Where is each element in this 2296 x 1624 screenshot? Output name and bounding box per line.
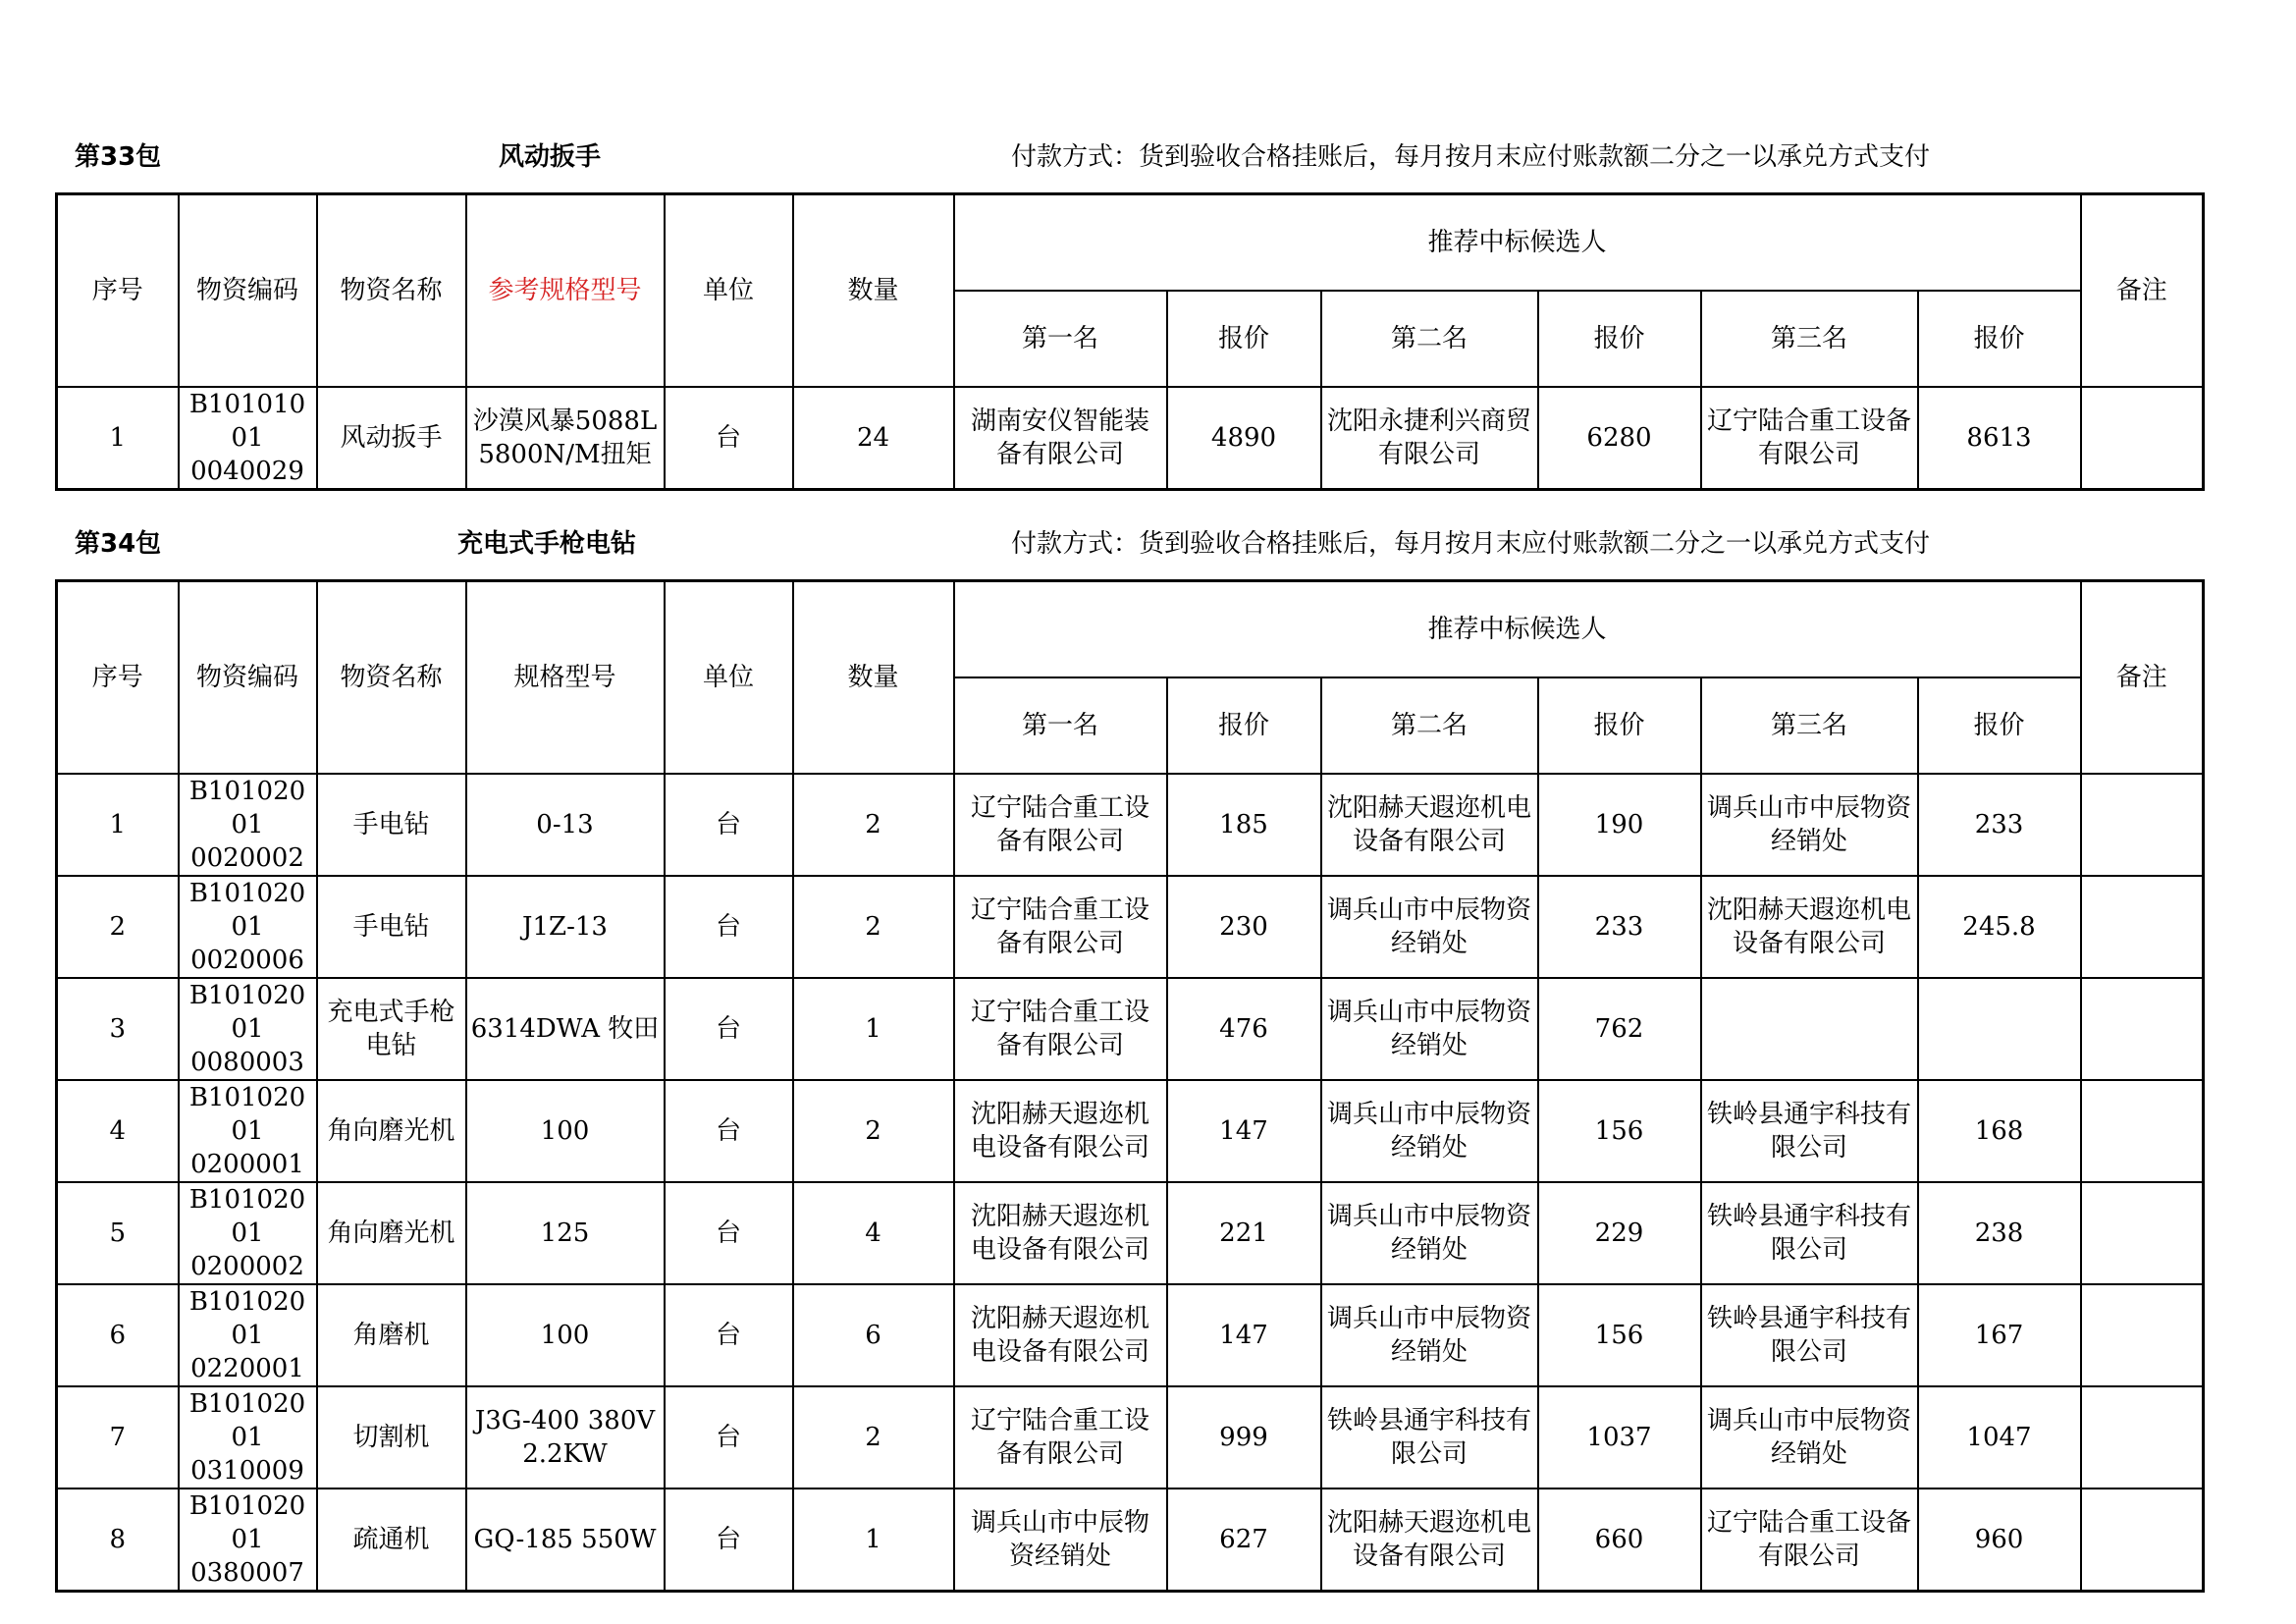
row-price3: 245.8 [1918, 876, 2081, 978]
row-third: 沈阳赫天遐迩机电设备有限公司 [1701, 876, 1918, 978]
row-qty: 2 [793, 1386, 954, 1489]
table-row [57, 1386, 2204, 1489]
row-second: 沈阳永捷利兴商贸有限公司 [1321, 387, 1538, 490]
row-name: 充电式手枪电钻 [317, 978, 466, 1080]
row-spec: GQ-185 550W [466, 1489, 665, 1592]
row-unit: 台 [665, 876, 793, 978]
row-name: 切割机 [317, 1386, 466, 1489]
row-third: 辽宁陆合重工设备有限公司 [1701, 1489, 1918, 1592]
row-price1: 147 [1167, 1080, 1321, 1182]
row-name: 手电钻 [317, 876, 466, 978]
payment-terms: 付款方式：货到验收合格挂账后，每月按月末应付账款额二分之一以承兑方式支付 [1011, 142, 1931, 172]
row-unit: 台 [665, 1386, 793, 1489]
row-third: 铁岭县通宇科技有限公司 [1701, 1284, 1918, 1386]
package-title: 充电式手枪电钻 [457, 529, 637, 559]
row-name: 角向磨光机 [317, 1080, 466, 1182]
header-qty: 数量 [793, 581, 954, 774]
header-code: 物资编码 [179, 194, 317, 387]
row-price2: 762 [1538, 978, 1701, 1080]
row-name: 疏通机 [317, 1489, 466, 1592]
row-seq: 2 [57, 876, 179, 978]
row-qty: 4 [793, 1182, 954, 1284]
row-spec: 125 [466, 1182, 665, 1284]
row-price2: 6280 [1538, 387, 1701, 490]
row-second: 调兵山市中辰物资经销处 [1321, 1284, 1538, 1386]
table-row [57, 387, 2204, 490]
row-first: 辽宁陆合重工设备有限公司 [954, 876, 1167, 978]
header-name: 物资名称 [317, 581, 466, 774]
row-spec: J1Z-13 [466, 876, 665, 978]
payment-terms: 付款方式：货到验收合格挂账后，每月按月末应付账款额二分之一以承兑方式支付 [1011, 529, 1931, 559]
header-price2: 报价 [1538, 677, 1701, 774]
row-second: 沈阳赫天遐迩机电设备有限公司 [1321, 1489, 1538, 1592]
row-price3: 960 [1918, 1489, 2081, 1592]
row-third [1701, 978, 1918, 1080]
header-seq: 序号 [57, 581, 179, 774]
row-third: 调兵山市中辰物资经销处 [1701, 1386, 1918, 1489]
row-second: 调兵山市中辰物资经销处 [1321, 1080, 1538, 1182]
row-unit: 台 [665, 978, 793, 1080]
package-number: 第34包 [75, 529, 162, 559]
header-second: 第二名 [1321, 677, 1538, 774]
row-spec: 6314DWA 牧田 [466, 978, 665, 1080]
row-code: B10102001 0200001 [179, 1080, 317, 1182]
row-remark [2081, 1489, 2204, 1592]
row-first: 调兵山市中辰物资经销处 [954, 1489, 1167, 1592]
row-seq: 4 [57, 1080, 179, 1182]
row-remark [2081, 1284, 2204, 1386]
row-price2: 229 [1538, 1182, 1701, 1284]
header-name: 物资名称 [317, 194, 466, 387]
header-third: 第三名 [1701, 291, 1918, 387]
row-remark [2081, 978, 2204, 1080]
row-price2: 156 [1538, 1284, 1701, 1386]
row-price1: 221 [1167, 1182, 1321, 1284]
row-qty: 6 [793, 1284, 954, 1386]
row-price1: 999 [1167, 1386, 1321, 1489]
row-code: B10102001 0020002 [179, 774, 317, 876]
row-spec: J3G-400 380V 2.2KW [466, 1386, 665, 1489]
row-remark [2081, 876, 2204, 978]
package-number: 第33包 [75, 142, 162, 172]
row-first: 沈阳赫天遐迩机电设备有限公司 [954, 1284, 1167, 1386]
header-third: 第三名 [1701, 677, 1918, 774]
row-price1: 147 [1167, 1284, 1321, 1386]
row-second: 调兵山市中辰物资经销处 [1321, 978, 1538, 1080]
header-first: 第一名 [954, 291, 1167, 387]
row-price2: 233 [1538, 876, 1701, 978]
header-code: 物资编码 [179, 581, 317, 774]
row-unit: 台 [665, 774, 793, 876]
row-seq: 6 [57, 1284, 179, 1386]
row-qty: 2 [793, 774, 954, 876]
row-seq: 7 [57, 1386, 179, 1489]
row-code: B10102001 0310009 [179, 1386, 317, 1489]
header-qty: 数量 [793, 194, 954, 387]
header-remark: 备注 [2081, 581, 2204, 774]
row-second: 调兵山市中辰物资经销处 [1321, 1182, 1538, 1284]
row-price1: 627 [1167, 1489, 1321, 1592]
row-price3: 233 [1918, 774, 2081, 876]
row-price1: 185 [1167, 774, 1321, 876]
table-row [57, 1489, 2204, 1592]
row-first: 湖南安仪智能装备有限公司 [954, 387, 1167, 490]
row-price1: 230 [1167, 876, 1321, 978]
row-third: 调兵山市中辰物资经销处 [1701, 774, 1918, 876]
row-seq: 3 [57, 978, 179, 1080]
row-spec: 0-13 [466, 774, 665, 876]
header-first: 第一名 [954, 677, 1167, 774]
row-spec: 100 [466, 1080, 665, 1182]
package-34-table [55, 579, 2205, 1593]
row-remark [2081, 1386, 2204, 1489]
row-code: B10102001 0020006 [179, 876, 317, 978]
header-second: 第二名 [1321, 291, 1538, 387]
row-name: 手电钻 [317, 774, 466, 876]
row-price2: 1037 [1538, 1386, 1701, 1489]
header-unit: 单位 [665, 581, 793, 774]
row-remark [2081, 387, 2204, 490]
header-candidates: 推荐中标候选人 [954, 194, 2081, 291]
table-row [57, 774, 2204, 876]
row-third: 铁岭县通宇科技有限公司 [1701, 1182, 1918, 1284]
row-qty: 1 [793, 1489, 954, 1592]
row-first: 辽宁陆合重工设备有限公司 [954, 1386, 1167, 1489]
row-second: 沈阳赫天遐迩机电设备有限公司 [1321, 774, 1538, 876]
header-seq: 序号 [57, 194, 179, 387]
row-unit: 台 [665, 1284, 793, 1386]
row-seq: 1 [57, 774, 179, 876]
header-price2: 报价 [1538, 291, 1701, 387]
row-second: 调兵山市中辰物资经销处 [1321, 876, 1538, 978]
row-price3: 238 [1918, 1182, 2081, 1284]
row-code: B10102001 0380007 [179, 1489, 317, 1592]
table-row [57, 1284, 2204, 1386]
header-price3: 报价 [1918, 291, 2081, 387]
package-title: 风动扳手 [499, 142, 602, 172]
row-third: 辽宁陆合重工设备有限公司 [1701, 387, 1918, 490]
row-code: B10102001 0080003 [179, 978, 317, 1080]
package-34-header [0, 517, 2296, 557]
package-33-table [55, 192, 2205, 491]
row-seq: 5 [57, 1182, 179, 1284]
row-name: 角磨机 [317, 1284, 466, 1386]
row-price1: 4890 [1167, 387, 1321, 490]
row-seq: 1 [57, 387, 179, 490]
table-row [57, 1080, 2204, 1182]
header-unit: 单位 [665, 194, 793, 387]
package-33-header [0, 131, 2296, 170]
row-qty: 2 [793, 1080, 954, 1182]
table-row [57, 876, 2204, 978]
header-price1: 报价 [1167, 677, 1321, 774]
row-spec: 100 [466, 1284, 665, 1386]
row-price3: 8613 [1918, 387, 2081, 490]
row-second: 铁岭县通宇科技有限公司 [1321, 1386, 1538, 1489]
row-qty: 24 [793, 387, 954, 490]
row-price2: 190 [1538, 774, 1701, 876]
header-spec: 参考规格型号 [466, 194, 665, 387]
row-price3: 1047 [1918, 1386, 2081, 1489]
header-candidates: 推荐中标候选人 [954, 581, 2081, 677]
row-price2: 660 [1538, 1489, 1701, 1592]
row-remark [2081, 1080, 2204, 1182]
row-unit: 台 [665, 1182, 793, 1284]
row-price3 [1918, 978, 2081, 1080]
row-seq: 8 [57, 1489, 179, 1592]
row-code: B10102001 0220001 [179, 1284, 317, 1386]
row-name: 角向磨光机 [317, 1182, 466, 1284]
row-price1: 476 [1167, 978, 1321, 1080]
header-remark: 备注 [2081, 194, 2204, 387]
row-remark [2081, 774, 2204, 876]
row-first: 沈阳赫天遐迩机电设备有限公司 [954, 1182, 1167, 1284]
row-first: 辽宁陆合重工设备有限公司 [954, 774, 1167, 876]
table-row [57, 978, 2204, 1080]
row-code: B10101001 0040029 [179, 387, 317, 490]
row-code: B10102001 0200002 [179, 1182, 317, 1284]
header-spec: 规格型号 [466, 581, 665, 774]
row-spec: 沙漠风暴5088L 5800N/M扭矩 [466, 387, 665, 490]
row-unit: 台 [665, 1080, 793, 1182]
row-unit: 台 [665, 1489, 793, 1592]
row-qty: 2 [793, 876, 954, 978]
header-price3: 报价 [1918, 677, 2081, 774]
row-third: 铁岭县通宇科技有限公司 [1701, 1080, 1918, 1182]
row-price2: 156 [1538, 1080, 1701, 1182]
row-qty: 1 [793, 978, 954, 1080]
row-first: 沈阳赫天遐迩机电设备有限公司 [954, 1080, 1167, 1182]
row-price3: 168 [1918, 1080, 2081, 1182]
table-row [57, 1182, 2204, 1284]
row-unit: 台 [665, 387, 793, 490]
row-first: 辽宁陆合重工设备有限公司 [954, 978, 1167, 1080]
row-remark [2081, 1182, 2204, 1284]
header-price1: 报价 [1167, 291, 1321, 387]
row-price3: 167 [1918, 1284, 2081, 1386]
row-name: 风动扳手 [317, 387, 466, 490]
